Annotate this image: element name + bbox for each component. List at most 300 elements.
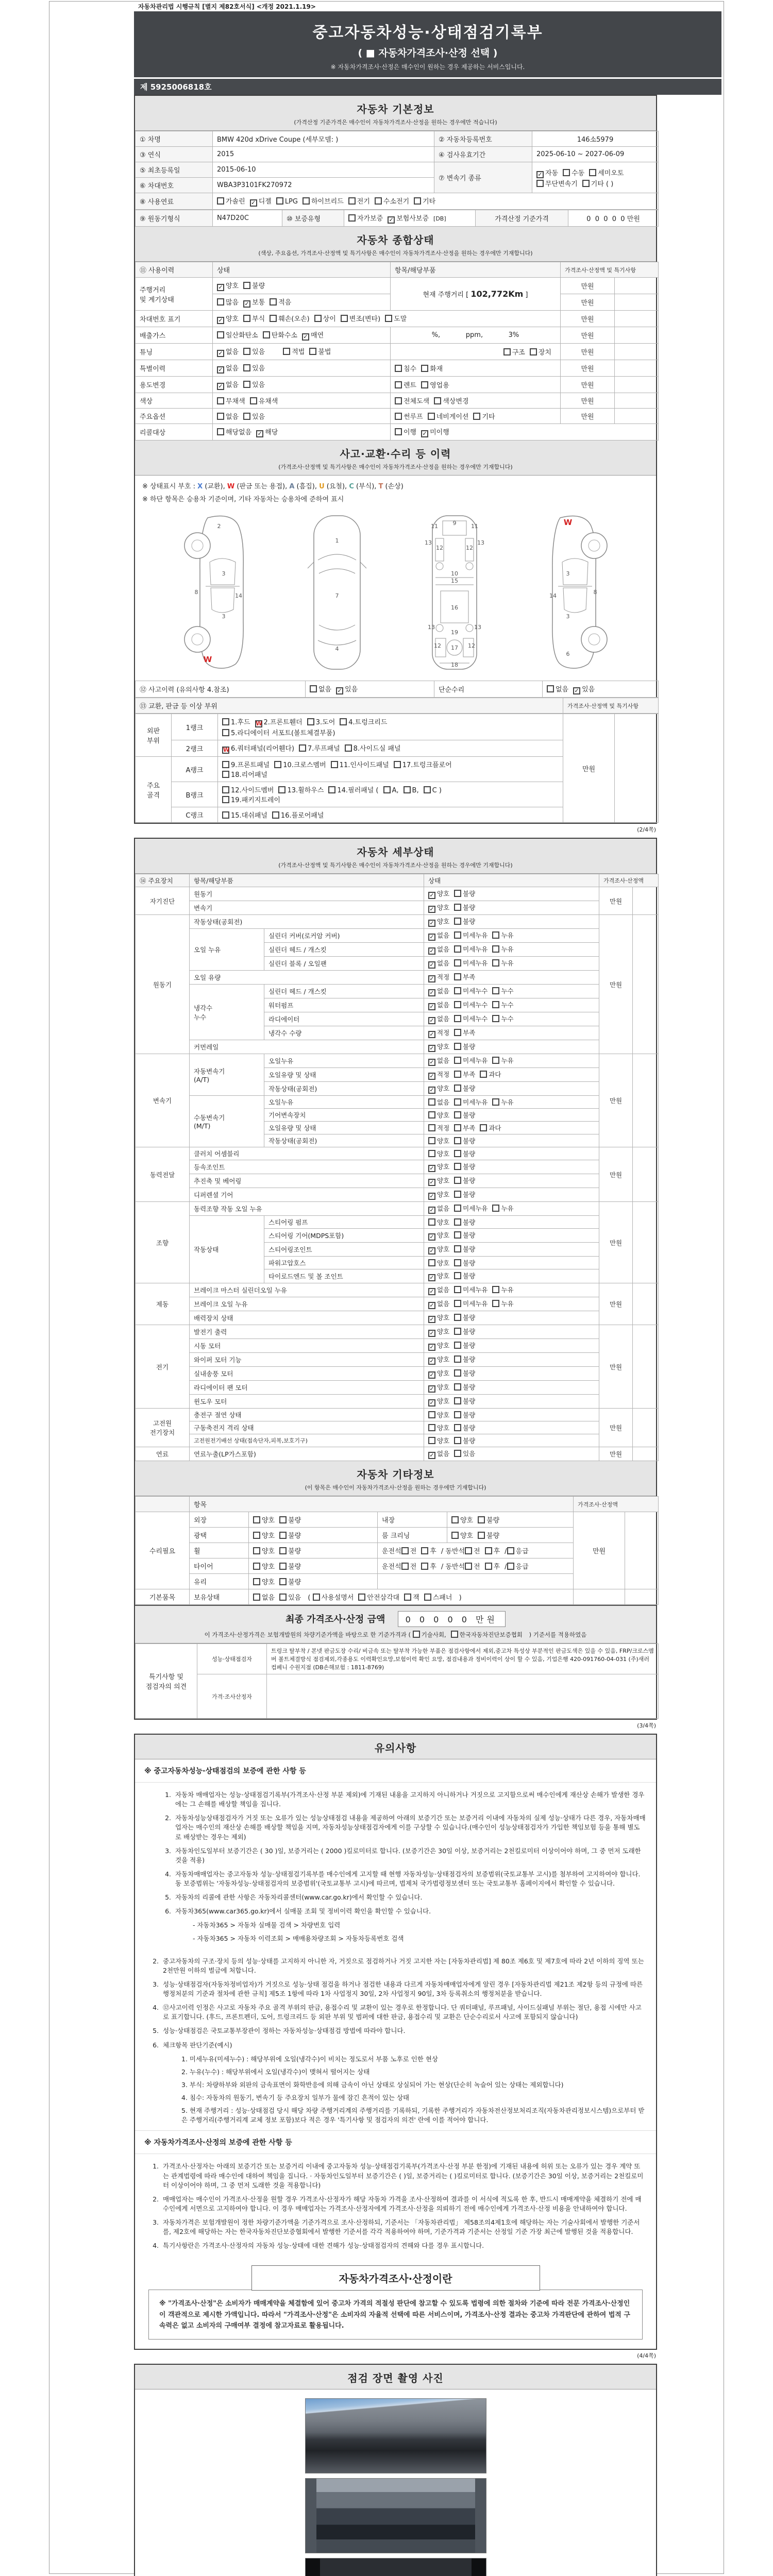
checkbox[interactable] [454, 1424, 461, 1431]
checkbox[interactable] [454, 1342, 461, 1349]
checkbox[interactable] [217, 331, 224, 338]
checkbox-label: 미세누유 [463, 1057, 488, 1064]
checkbox[interactable]: ✓ [243, 300, 250, 308]
cell: 변속기 [136, 1054, 190, 1147]
checkbox[interactable] [276, 197, 283, 205]
notice-subheader-2: ※ 자동차가격조사·산정의 보증에 관한 사항 등 [135, 2130, 656, 2154]
checkbox[interactable] [428, 1137, 435, 1144]
cell [615, 360, 659, 377]
checkbox[interactable] [454, 1001, 461, 1008]
checkbox[interactable] [309, 348, 316, 355]
checkbox[interactable] [454, 1437, 461, 1444]
cell [424, 929, 599, 943]
checkbox[interactable] [222, 718, 229, 725]
checkbox[interactable] [222, 729, 229, 736]
cell [391, 393, 561, 409]
checkbox[interactable] [394, 761, 401, 768]
checkbox[interactable] [253, 1594, 260, 1601]
checkbox[interactable]: ✓ [302, 333, 309, 341]
checkbox-label: 해당 [265, 429, 278, 436]
notice-item: 6. 체크항목 판단기준(예시) [153, 2041, 232, 2049]
cell [213, 294, 391, 311]
cell [218, 714, 563, 740]
checkbox[interactable] [454, 1029, 461, 1036]
checkbox-label: 없음 [556, 686, 569, 693]
checkbox-label: 누유 [501, 1300, 514, 1308]
checkbox[interactable] [454, 918, 461, 925]
checkbox[interactable]: ✓ [336, 687, 343, 694]
checkbox[interactable] [454, 1150, 461, 1157]
checkbox[interactable] [454, 1450, 461, 1457]
checkbox[interactable] [404, 1594, 411, 1601]
checkbox[interactable] [217, 298, 224, 306]
checkbox[interactable]: ✓ [428, 1274, 435, 1281]
checkbox[interactable] [401, 1547, 409, 1554]
checkbox-group [428, 1218, 480, 1226]
checkbox[interactable] [451, 1532, 459, 1539]
checkbox[interactable] [395, 397, 402, 404]
header-cell: ⑤ 최초등록일 [136, 162, 213, 178]
cell [218, 807, 563, 823]
checkbox[interactable] [454, 1369, 461, 1377]
checkbox[interactable] [348, 197, 356, 205]
cell: 휠 [190, 1543, 249, 1558]
checkbox[interactable] [217, 197, 224, 205]
checkbox[interactable]: ✓ [428, 1179, 435, 1186]
checkbox[interactable] [424, 786, 431, 793]
checkbox-label: 미세누수 [463, 1001, 488, 1009]
cell: 외판 부위 [136, 714, 172, 757]
checkbox[interactable]: ✓ [428, 1452, 435, 1459]
checkbox[interactable] [274, 761, 281, 768]
checkbox-label: 4.트렁크리드 [348, 719, 388, 726]
checkbox[interactable] [507, 1563, 514, 1570]
svg-text:10: 10 [450, 570, 458, 577]
checkbox[interactable] [253, 1563, 260, 1570]
cell [249, 1589, 574, 1605]
checkbox[interactable]: ✓ [428, 1087, 435, 1094]
checkbox-label: 없음 [437, 1015, 450, 1023]
checkbox[interactable] [307, 718, 314, 725]
document-column [134, 11, 721, 2576]
checkbox[interactable]: ✓ [428, 906, 435, 913]
checkbox[interactable] [454, 1231, 461, 1239]
checkbox[interactable] [328, 786, 335, 793]
checkbox[interactable] [451, 1631, 458, 1638]
checkbox[interactable] [485, 1563, 492, 1570]
checkbox-label: 있음 [252, 413, 265, 421]
checkbox[interactable]: ✓ [428, 1316, 435, 1323]
checkbox[interactable] [395, 428, 402, 435]
checkbox[interactable] [492, 1300, 499, 1307]
checkbox-label: 불량 [288, 1579, 301, 1586]
checkbox[interactable] [279, 1532, 287, 1539]
checkbox[interactable] [485, 1547, 492, 1554]
checkbox[interactable]: ✓ [573, 687, 580, 694]
checkbox[interactable] [414, 197, 421, 205]
checkbox[interactable] [454, 890, 461, 897]
checkbox[interactable]: ✓ [428, 1302, 435, 1309]
checkbox[interactable] [454, 1111, 461, 1118]
checkbox[interactable] [270, 315, 277, 322]
checkbox[interactable] [404, 786, 411, 793]
checkbox[interactable] [428, 1124, 435, 1131]
checkbox[interactable]: ✓ [428, 1207, 435, 1214]
checkbox[interactable] [253, 1547, 260, 1554]
checkbox[interactable] [454, 1355, 461, 1363]
checkbox[interactable] [278, 786, 285, 793]
checkbox[interactable] [314, 315, 322, 322]
checkbox-label: 기타 ( ) [591, 180, 614, 188]
checkbox[interactable]: ✓ [428, 1344, 435, 1351]
checkbox[interactable] [454, 1259, 461, 1266]
checkbox[interactable] [421, 1563, 428, 1570]
checkbox[interactable] [454, 973, 461, 980]
checkbox[interactable] [536, 180, 544, 187]
w-mark-checkbox[interactable]: W [256, 720, 262, 727]
notice-list-2 [135, 1949, 656, 2131]
checkbox-group [451, 1532, 504, 1540]
checkbox[interactable]: ✓ [428, 1358, 435, 1365]
cell [424, 1202, 599, 1216]
header-cell: 항목/해당부품 [190, 874, 424, 887]
checkbox[interactable]: ✓ [428, 1193, 435, 1200]
checkbox[interactable] [492, 987, 499, 994]
checkbox[interactable]: ✓ [256, 430, 263, 437]
checkbox[interactable] [243, 381, 250, 388]
checkbox[interactable] [421, 381, 428, 388]
checkbox[interactable] [454, 1300, 461, 1307]
checkbox[interactable] [279, 1563, 287, 1570]
checkbox[interactable] [480, 1071, 487, 1078]
checkbox[interactable] [395, 381, 402, 388]
checkbox[interactable]: ✓ [428, 1165, 435, 1172]
checkbox-label: 자가보증 [357, 215, 383, 223]
checkbox[interactable] [563, 169, 570, 176]
checkbox[interactable] [492, 931, 499, 939]
checkbox[interactable] [222, 761, 229, 768]
checkbox[interactable] [434, 397, 441, 404]
checkbox[interactable] [454, 1245, 461, 1252]
checkbox[interactable] [331, 761, 338, 768]
legend-mark-U: U [319, 483, 325, 490]
checkbox[interactable] [454, 1071, 461, 1078]
checkbox-label: 불법 [318, 348, 331, 356]
checkbox[interactable] [253, 1578, 260, 1585]
checkbox[interactable] [428, 1111, 435, 1118]
checkbox[interactable] [395, 365, 402, 372]
cell: 작동상태(공회전) [190, 915, 424, 929]
cell: 만원 [561, 278, 615, 294]
checkbox-group [428, 959, 518, 967]
checkbox-label: 기타 [482, 413, 495, 421]
checkbox-label: 보통 [252, 299, 265, 307]
checkbox[interactable] [454, 1057, 461, 1064]
cell [633, 1202, 659, 1283]
cell [424, 1339, 599, 1353]
checkbox[interactable] [465, 1563, 472, 1570]
checkbox[interactable] [454, 931, 461, 939]
checkbox[interactable] [222, 786, 229, 793]
checkbox[interactable] [454, 1286, 461, 1293]
checkbox[interactable] [454, 1043, 461, 1050]
legend-mark-W: W [227, 483, 235, 490]
checkbox[interactable] [428, 1437, 435, 1444]
checkbox[interactable] [340, 718, 347, 725]
checkbox[interactable] [424, 1594, 431, 1601]
checkbox[interactable] [358, 1594, 365, 1601]
checkbox[interactable] [428, 1098, 435, 1106]
checkbox-group [428, 1111, 480, 1119]
checkbox[interactable] [243, 364, 250, 371]
cell [249, 1558, 378, 1574]
checkbox[interactable] [222, 811, 229, 819]
cell: 만원 [561, 294, 615, 311]
checkbox[interactable] [465, 1547, 472, 1554]
cell: 냉각수 누수 [190, 985, 264, 1040]
cell [633, 915, 659, 1054]
checkbox[interactable] [421, 365, 428, 372]
checkbox[interactable]: ✓ [428, 1385, 435, 1393]
checkbox[interactable] [492, 945, 499, 953]
checkbox[interactable] [547, 685, 554, 692]
checkbox[interactable] [385, 315, 392, 322]
cell: 주요옵션 [136, 409, 213, 424]
checkbox[interactable]: ✓ [428, 920, 435, 927]
checkbox[interactable]: ✓ [428, 1045, 435, 1052]
cell: BMW 420d xDrive Coupe (세부모델: ) [213, 131, 434, 147]
checkbox-label: 불량 [463, 890, 476, 897]
checkbox[interactable] [313, 1594, 320, 1601]
w-mark-checkbox[interactable]: W [223, 747, 230, 753]
checkbox[interactable]: ✓ [428, 1288, 435, 1295]
checkbox[interactable] [428, 413, 435, 420]
checkbox[interactable] [428, 1218, 435, 1226]
svg-text:3: 3 [222, 613, 225, 620]
checkbox[interactable] [253, 1532, 260, 1539]
checkbox[interactable] [279, 1516, 287, 1523]
cell [615, 311, 659, 327]
checkbox[interactable]: ✓ [428, 1003, 435, 1010]
checkbox[interactable] [413, 1631, 420, 1638]
checkbox[interactable] [401, 1563, 409, 1570]
checkbox[interactable]: ✓ [428, 1017, 435, 1024]
checkbox[interactable] [451, 1516, 459, 1523]
checkbox[interactable] [492, 1286, 499, 1293]
checkbox[interactable] [250, 397, 257, 404]
cell [424, 1122, 599, 1134]
cell: 고전원전기배선 상태(접속단자,피복,보호기구) [190, 1434, 424, 1447]
checkbox[interactable] [345, 744, 352, 752]
checkbox[interactable]: ✓ [428, 934, 435, 941]
checkbox-label: 불량 [288, 1517, 301, 1524]
checkbox[interactable] [454, 1191, 461, 1198]
checkbox[interactable] [492, 1057, 499, 1064]
checkbox[interactable] [454, 1411, 461, 1418]
checkbox[interactable] [589, 169, 596, 176]
checkbox[interactable]: ✓ [428, 892, 435, 899]
checkbox[interactable] [454, 1205, 461, 1212]
checkbox[interactable] [272, 811, 279, 819]
checkbox-label: 과다 [489, 1071, 501, 1078]
checkbox[interactable] [222, 796, 229, 803]
checkbox[interactable] [480, 1124, 487, 1131]
checkbox[interactable] [341, 315, 348, 322]
cell: 단순수리 [434, 681, 543, 698]
checkbox[interactable] [492, 1205, 499, 1212]
notice-item: 4. 자동차매매업자는 중고자동차 성능·상태점검기록부를 매수인에게 고지할 때 현행 자동차성능·상태점검자의 보증범위(국토교통부 고시)를 첨부하여 고지하여야 합니다. 동 보증범위는 '자동차성능·상태점검자의 보증범위'(국토교통부 고시)에 따르며, 법제처 국가법령정보센터 또는 국토교통부 홈페이지에서 확인할 수 있습니다. [165, 1870, 641, 1887]
checkbox[interactable] [348, 214, 356, 222]
cell [424, 1311, 599, 1325]
checkbox-label: 전 [474, 1563, 480, 1571]
checkbox[interactable] [283, 348, 290, 355]
checkbox[interactable]: ✓ [428, 947, 435, 955]
checkbox-label: 누유 [501, 931, 514, 939]
checkbox[interactable] [310, 685, 317, 692]
checkbox-label: 불량 [463, 1411, 476, 1419]
checkbox[interactable] [492, 959, 499, 967]
checkbox[interactable] [478, 1516, 485, 1523]
checkbox[interactable] [217, 397, 224, 404]
checkbox[interactable] [492, 1001, 499, 1008]
checkbox[interactable] [428, 1424, 435, 1431]
checkbox[interactable] [303, 197, 310, 205]
checkbox-group [428, 1300, 518, 1308]
checkbox[interactable] [243, 413, 250, 420]
checkbox[interactable] [503, 348, 511, 355]
checkbox[interactable] [263, 331, 270, 338]
checkbox[interactable] [279, 1578, 287, 1585]
checkbox[interactable] [454, 945, 461, 953]
checkbox-label: 양호 [437, 1137, 450, 1145]
checkbox[interactable]: ✓ [428, 1031, 435, 1038]
checkbox[interactable] [279, 1594, 287, 1601]
checkbox[interactable]: ✓ [428, 1371, 435, 1379]
panel-repair-header [135, 698, 656, 714]
checkbox[interactable] [375, 197, 382, 205]
checkbox[interactable] [421, 1547, 428, 1554]
checkbox[interactable] [299, 744, 306, 752]
checkbox-group [348, 215, 433, 223]
checkbox[interactable] [454, 1328, 461, 1335]
checkbox[interactable]: ✓ [428, 1073, 435, 1080]
checkbox-label: 누유 [501, 1286, 514, 1294]
checkbox[interactable]: ✓ [536, 171, 544, 178]
checkbox[interactable] [428, 1259, 435, 1266]
checkbox[interactable] [217, 413, 224, 420]
checkbox[interactable]: ✓ [421, 430, 428, 437]
checkbox[interactable] [507, 1547, 514, 1554]
checkbox[interactable]: ✓ [428, 1399, 435, 1406]
notice-item: 2. 자동차성능상태점검자가 거짓 또는 오류가 있는 성능상태점검 내용을 제공하여 아래의 보증기간 또는 보증거리 이내에 자동차의 실제 성능·상태가 다른 경우, 자동차매매업자는 매수인의 재산상 손해를 배상할 책임을 지며, 자동차성능상태점검자에게 이를 구상할 수 있습니다.(매수인이 성능상태점검자가 가입한 책임보험 등을 통해 별도로 배상받는 경우는 제외) [165, 1814, 646, 1841]
svg-text:8: 8 [194, 589, 198, 596]
checkbox[interactable] [454, 1163, 461, 1170]
text: 현재 주행거리 [ [423, 291, 471, 299]
checkbox[interactable] [454, 1218, 461, 1226]
checkbox[interactable] [243, 282, 250, 289]
checkbox[interactable]: ✓ [428, 1247, 435, 1255]
checkbox[interactable] [530, 348, 537, 355]
checkbox[interactable]: ✓ [388, 216, 395, 224]
checkbox[interactable] [454, 959, 461, 967]
checkbox[interactable]: ✓ [217, 383, 224, 390]
checkbox[interactable] [454, 904, 461, 911]
cell: 동력조향 작동 오일 누유 [190, 1202, 424, 1216]
checkbox[interactable]: ✓ [428, 1233, 435, 1241]
checkbox-label: 양호 [437, 1084, 450, 1092]
checkbox[interactable] [270, 298, 277, 306]
checkbox[interactable] [454, 1084, 461, 1092]
cell: 만원 [599, 1447, 633, 1461]
checkbox-label: 불량 [463, 1043, 476, 1050]
checkbox[interactable] [454, 1098, 461, 1106]
cell [424, 1054, 599, 1068]
checkbox[interactable] [492, 1015, 499, 1022]
checkbox[interactable] [582, 180, 590, 187]
notice-item: 5. 자동차의 리콜에 관한 사항은 자동차리콜센터(www.car.go.kr)에서 확인할 수 있습니다. [165, 1893, 423, 1902]
checkbox[interactable] [454, 987, 461, 994]
checkbox[interactable] [454, 1397, 461, 1404]
checkbox-label: 양호 [262, 1548, 275, 1555]
checkbox[interactable]: ✓ [217, 366, 224, 374]
cell [424, 1082, 599, 1096]
text: ) 기준서를 적용하였음 [527, 1631, 587, 1638]
checkbox[interactable] [478, 1532, 485, 1539]
cell [218, 757, 563, 782]
checkbox[interactable] [454, 1383, 461, 1391]
checkbox[interactable] [473, 413, 480, 420]
checkbox[interactable] [383, 786, 391, 793]
checkbox[interactable] [395, 413, 402, 420]
checkbox-label: 양호 [262, 1517, 275, 1524]
checkbox-group [465, 1548, 505, 1555]
checkbox[interactable]: ✓ [428, 961, 435, 969]
checkbox[interactable] [428, 1150, 435, 1157]
cell: 수동변속기 (M/T) [190, 1096, 264, 1147]
checkbox-group [428, 1369, 480, 1377]
checkbox[interactable]: ✓ [217, 284, 224, 291]
checkbox[interactable]: ✓ [250, 199, 257, 207]
cell: 파워고압호스 [264, 1257, 424, 1269]
checkbox-label: 없음 [437, 1001, 450, 1009]
checkbox[interactable] [454, 1314, 461, 1321]
checkbox[interactable] [428, 1411, 435, 1418]
checkbox[interactable] [492, 1098, 499, 1106]
checkbox[interactable]: ✓ [217, 350, 224, 357]
checkbox[interactable] [454, 1137, 461, 1144]
checkbox[interactable] [243, 348, 250, 355]
checkbox[interactable] [454, 1124, 461, 1131]
checkbox[interactable]: ✓ [428, 975, 435, 982]
cell: 실린더 헤드 / 개스킷 [264, 943, 424, 957]
document-header [134, 11, 721, 77]
checkbox[interactable] [279, 1547, 287, 1554]
checkbox[interactable] [222, 771, 229, 778]
checkbox[interactable]: ✓ [428, 1330, 435, 1337]
inspection-photos [135, 2389, 656, 2576]
checkbox[interactable] [454, 1015, 461, 1022]
checkbox[interactable]: ✓ [428, 989, 435, 996]
checkbox[interactable] [454, 1272, 461, 1279]
checkbox[interactable]: ✓ [217, 317, 224, 324]
checkbox[interactable]: ✓ [428, 1059, 435, 1066]
checkbox[interactable] [253, 1516, 260, 1523]
svg-text:13: 13 [424, 539, 432, 546]
cell [249, 1512, 378, 1528]
checkbox[interactable] [217, 428, 224, 435]
checkbox[interactable] [454, 1177, 461, 1184]
checkbox[interactable] [243, 315, 250, 322]
